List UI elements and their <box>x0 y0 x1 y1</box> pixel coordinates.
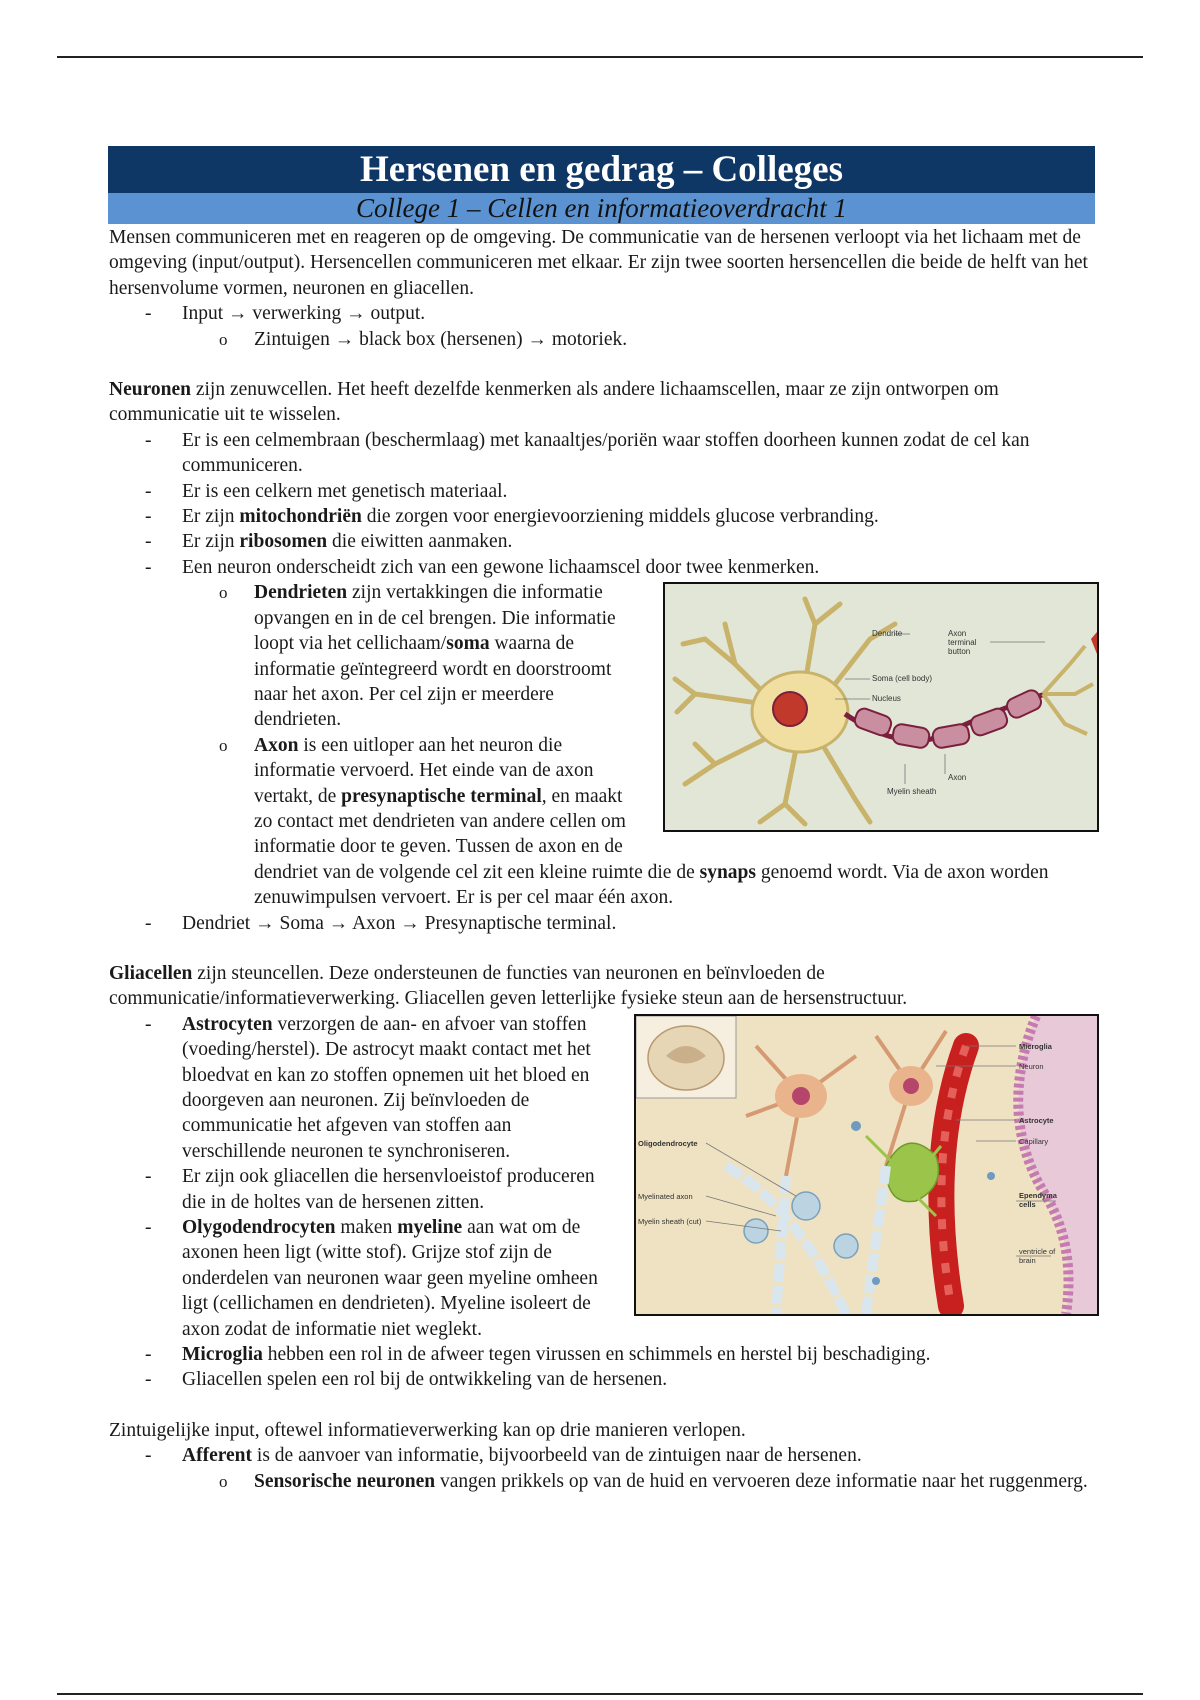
list-item: o Zintuigen → black box (hersenen) → motoriek. <box>109 327 1099 352</box>
gliacellen-paragraph: Gliacellen zijn steuncellen. Deze ondersteunen de functies van neuronen en beïnvloeden de communicatie/informatieverwerking. Gliacellen geven letterlijke fysieke steun aan de hersenstructuur. <box>109 962 908 1010</box>
intro-paragraph: Mensen communiceren met en reageren op de omgeving. De communicatie van de hersenen verloopt via het lichaam met de omgeving (input/output). Hersencellen communiceren met elkaar. Er zijn twee soorten hersencellen die beide de helft van het hersenvolume vormen, neuronen en gliacellen. <box>109 227 1088 299</box>
term-sensorische-neuronen: Sensorische neuronen <box>254 1470 436 1492</box>
list-item: o Axon is een uitloper aan het neuron die informatie vervoerd. Het einde van de axon vertakt, de presynaptische terminal, en maakt zo contact met dendrieten van andere cellen om informatie door te geven. Tussen de axon en de dendriet van de volgende cel zit een kleine ruimte die de synaps genoemd wordt. Via de axon worden zenuwimpulsen vervoert. Er is per cel maar één axon. <box>219 734 1049 909</box>
term-olygodendrocyten: Olygodendrocyten <box>182 1217 336 1239</box>
neuronen-paragraph: Neuronen zijn zenuwcellen. Het heeft dezelfde kenmerken als andere lichaamscellen, maar ze zijn ontworpen om communicatie uit te wisselen. <box>109 379 999 426</box>
label-neuron: Neuron <box>1019 1061 1044 1071</box>
term-mitochondrien: mitochondriën <box>239 506 362 528</box>
term-microglia: Microglia <box>182 1344 263 1366</box>
label-astrocyte: Astrocyte <box>1019 1115 1054 1125</box>
label-soma: Soma (cell body) <box>872 674 933 684</box>
label-microglia: Microglia <box>1019 1041 1052 1051</box>
label-ventricle-1: ventricle of <box>1019 1246 1056 1256</box>
list-item: - Dendriet → Soma → Axon → Presynaptische terminal. <box>145 912 617 934</box>
label-axon-terminal-2: terminal <box>948 638 977 648</box>
label-oligodendrocyte: Oligodendrocyte <box>638 1138 698 1148</box>
label-ventricle-2: brain <box>1019 1255 1036 1265</box>
label-myelin-sheath: Myelin sheath <box>887 787 937 797</box>
label-capillary: Capillary <box>1019 1136 1049 1146</box>
term-presynaptische-terminal: presynaptische terminal <box>341 785 542 807</box>
term-neuronen: Neuronen <box>109 379 191 401</box>
term-gliacellen: Gliacellen <box>109 962 193 984</box>
list-item: - Een neuron onderscheidt zich van een gewone lichaamscel door twee kenmerken. <box>145 556 820 578</box>
bottom-rule <box>57 1693 1143 1695</box>
list-item: - Er zijn ribosomen die eiwitten aanmaken. <box>145 531 513 553</box>
term-afferent: Afferent <box>182 1445 253 1467</box>
term-ribosomen: ribosomen <box>239 531 328 553</box>
term-soma: soma <box>446 633 490 655</box>
document-title: Hersenen en gedrag – Colleges <box>108 146 1095 193</box>
dash-marker: - <box>145 303 152 325</box>
label-axon-terminal-3: button <box>948 647 971 657</box>
circle-marker: o <box>219 329 228 349</box>
list-item: - Er zijn mitochondriën die zorgen voor energievoorziening middels glucose verbranding. <box>145 506 879 528</box>
label-ependymal-2: cells <box>1019 1199 1036 1209</box>
document-subtitle: College 1 – Cellen en informatieoverdracht 1 <box>108 193 1095 224</box>
label-dendrite: Dendrite <box>872 629 903 639</box>
term-dendrieten: Dendrieten <box>254 582 348 604</box>
list-item: - Olygodendrocyten maken myeline aan wat om de axonen heen ligt (witte stof). Grijze stof zijn de onderdelen van neuronen waar geen myeline omheen ligt (cellichamen en dendrieten). Myeline isoleert de axon zodat de informatie niet weglekt. <box>145 1217 598 1340</box>
label-myelin-sheath-cut: Myelin sheath (cut) <box>638 1216 702 1226</box>
label-axon: Axon <box>948 773 967 783</box>
zintuig-paragraph: Zintuigelijke input, oftewel informatieverwerking kan op drie manieren verlopen. <box>109 1419 746 1441</box>
top-rule <box>57 56 1143 58</box>
list-item: - Gliacellen spelen een rol bij de ontwikkeling van de hersenen. <box>145 1369 668 1391</box>
document-body <box>109 225 1099 1494</box>
list-item: - Er zijn ook gliacellen die hersenvloeistof produceren die in de holtes van de hersenen zitten. <box>145 1166 595 1213</box>
list-item: o Dendrieten zijn vertakkingen die informatie opvangen en in de cel brengen. Die informatie loopt via het cellichaam/soma waarna de informatie geïntegreerd wordt en doorstroomt naar het axon. Per cel zijn er meerdere dendrieten. <box>219 582 616 731</box>
list-item: o Sensorische neuronen vangen prikkels op van de huid en vervoeren deze informatie naar het ruggenmerg. <box>219 1470 1088 1492</box>
term-axon: Axon <box>254 734 299 756</box>
term-astrocyten: Astrocyten <box>182 1013 273 1035</box>
list-item: - Afferent is de aanvoer van informatie, bijvoorbeeld van de zintuigen naar de hersenen. <box>145 1445 862 1467</box>
label-ependymal-1: Ependyma <box>1019 1190 1057 1200</box>
list-item: - Input → verwerking → output. <box>109 301 1099 326</box>
label-myelinated-axon: Myelinated axon <box>638 1191 693 1201</box>
term-myeline: myeline <box>397 1217 463 1239</box>
label-nucleus: Nucleus <box>872 694 901 704</box>
list-item: - Er is een celmembraan (beschermlaag) met kanaaltjes/poriën waar stoffen doorheen kunnen zodat de cel kan communiceren. <box>145 429 1030 477</box>
list-item: - Microglia hebben een rol in de afweer tegen virussen en schimmels en herstel bij beschadiging. <box>145 1344 931 1366</box>
list-item: - Er is een celkern met genetisch materiaal. <box>145 480 508 502</box>
label-axon-terminal-1: Axon <box>948 629 967 639</box>
term-synaps: synaps <box>699 861 756 883</box>
list-item: - Astrocyten verzorgen de aan- en afvoer van stoffen (voeding/herstel). De astrocyt maakt contact met het bloedvat en kan zo stoffen opnemen uit het bloed en doorgeven aan neuronen. Zij beïnvloeden de communicatie het afgeven van stoffen aan verschillende neuronen te synchroniseren. <box>145 1013 591 1162</box>
